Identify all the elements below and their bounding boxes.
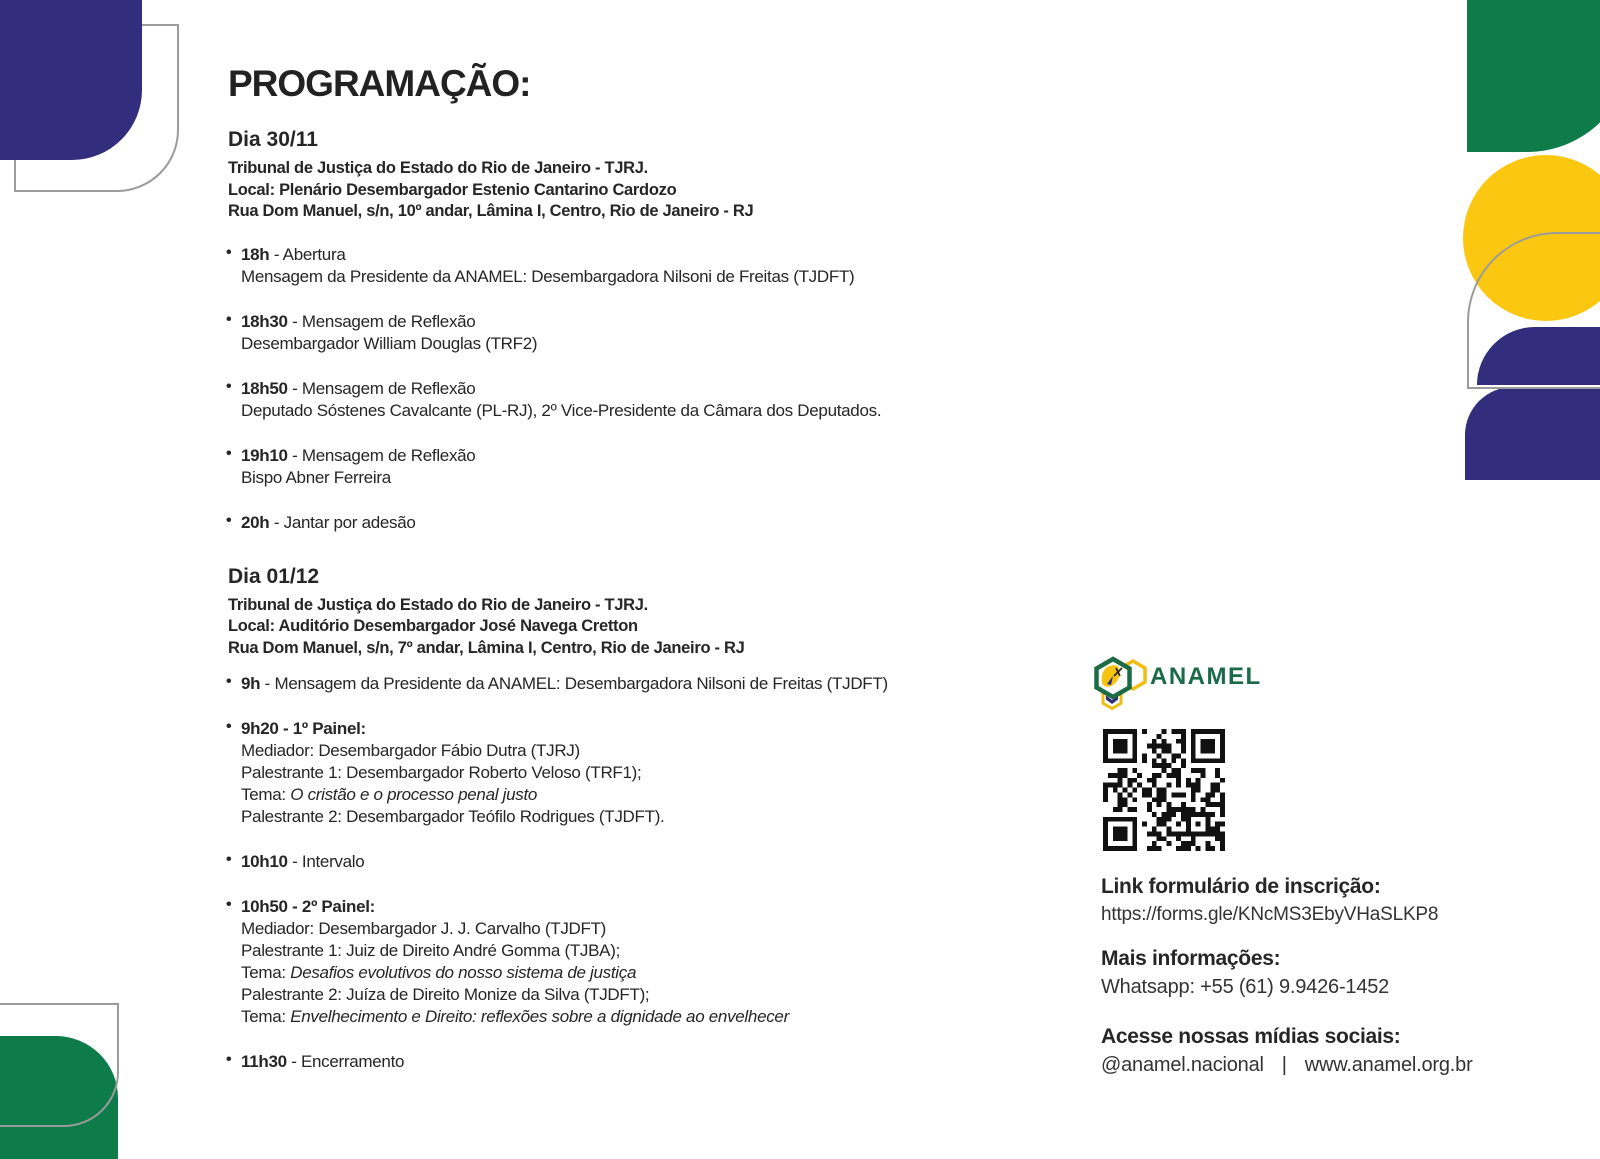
- item-lead: 9h20 - 1º Painel:: [241, 719, 366, 738]
- item-lead: 10h50 - 2º Painel:: [241, 897, 376, 916]
- item-detail-line: Palestrante 1: Juiz de Direito André Gomma (TJBA);: [241, 941, 620, 960]
- day-section-1: [228, 128, 1038, 534]
- venue-line: Local: Plenário Desembargador Estenio Cantarino Cardozo: [228, 180, 677, 199]
- item-detail-line: Mediador: Desembargador Fábio Dutra (TJRJ): [241, 741, 580, 760]
- item-lead: 18h - Abertura: [241, 244, 346, 264]
- day-section-2: [228, 565, 1038, 1074]
- schedule-item: [228, 673, 1038, 695]
- schedule-item: [228, 1051, 1038, 1073]
- venue-line: Local: Auditório Desembargador José Navega Cretton: [228, 617, 638, 635]
- bullet-icon: •: [226, 310, 232, 328]
- venue-line: Rua Dom Manuel, s/n, 10º andar, Lâmina I, Centro, Rio de Janeiro - RJ: [228, 202, 754, 220]
- bullet-icon: •: [226, 444, 232, 462]
- venue-line: Tribunal de Justiça do Estado do Rio de Janeiro - TJRJ.: [228, 595, 648, 614]
- item-detail-line: Mediador: Desembargador J. J. Carvalho (TJDFT): [241, 919, 607, 938]
- schedule-item: [228, 378, 1038, 422]
- top-right-green-shape: [1467, 0, 1600, 152]
- registration-block: [1101, 874, 1581, 927]
- item-detail-line: Palestrante 1: Desembargador Roberto Veloso (TRF1);: [241, 763, 642, 782]
- day-heading: Dia 30/11: [228, 128, 318, 151]
- item-detail-line: Palestrante 2: Juíza de Direito Monize da Silva (TJDFT);: [241, 985, 650, 1004]
- bullet-icon: •: [226, 718, 232, 735]
- venue-line: Tribunal de Justiça do Estado do Rio de Janeiro - TJRJ.: [228, 159, 648, 177]
- item-lead: 9h - Mensagem da Presidente da ANAMEL: Desembargadora Nilsoni de Freitas (TJDFT): [241, 674, 888, 693]
- schedule-item: [228, 445, 1038, 489]
- bullet-icon: •: [226, 896, 232, 913]
- bullet-icon: •: [226, 673, 232, 690]
- program-column: [228, 62, 1038, 1073]
- social-media-heading: Acesse nossas mídias sociais:: [1101, 1025, 1401, 1048]
- schedule-list: [228, 673, 1038, 1073]
- item-lead: 10h10 - Intervalo: [241, 852, 365, 871]
- item-detail-line: Tema: Envelhecimento e Direito: reflexões sobre a dignidade ao envelhecer: [241, 1007, 789, 1026]
- schedule-item: [228, 512, 1038, 534]
- item-detail-line: Palestrante 2: Desembargador Teófilo Rodrigues (TJDFT).: [241, 807, 665, 826]
- top-left-navy-shape: [0, 0, 142, 160]
- bullet-icon: •: [226, 511, 232, 529]
- item-lead: 18h50 - Mensagem de Reflexão: [241, 378, 476, 398]
- registration-heading: Link formulário de inscrição:: [1101, 875, 1381, 898]
- schedule-item: [228, 718, 1038, 828]
- schedule-item: [228, 896, 1038, 1028]
- schedule-item: [228, 311, 1038, 355]
- item-lead: 19h10 - Mensagem de Reflexão: [241, 445, 476, 465]
- qr-code-canvas: [1103, 729, 1225, 851]
- venue-line: Rua Dom Manuel, s/n, 7º andar, Lâmina I, Centro, Rio de Janeiro - RJ: [228, 638, 745, 657]
- schedule-item: [228, 851, 1038, 873]
- social-handle: @anamel.nacional: [1101, 1054, 1264, 1076]
- bullet-icon: •: [226, 1051, 232, 1068]
- item-detail-line: Tema: O cristão e o processo penal justo: [241, 785, 538, 804]
- more-info-block: [1101, 946, 1581, 999]
- qr-code: [1103, 729, 1225, 851]
- item-lead: 18h30 - Mensagem de Reflexão: [241, 311, 476, 331]
- days: [228, 128, 1038, 1073]
- item-detail-line: Deputado Sóstenes Cavalcante (PL-RJ), 2º Vice-Presidente da Câmara dos Deputados.: [241, 400, 882, 420]
- item-detail-line: Bispo Abner Ferreira: [241, 467, 391, 487]
- registration-link: https://forms.gle/KNcMS3EbyVHaSLKP8: [1101, 904, 1439, 925]
- anamel-logo-text: ANAMEL: [1150, 663, 1262, 690]
- bullet-icon: •: [226, 243, 232, 261]
- item-detail-line: Tema: Desafios evolutivos do nosso sistema de justiça: [241, 963, 637, 982]
- social-media-block: [1101, 1024, 1581, 1077]
- whatsapp-number: Whatsapp: +55 (61) 9.9426-1452: [1101, 976, 1390, 998]
- venue-block: [228, 158, 1038, 223]
- venue-block: [228, 595, 1038, 660]
- schedule-list: [228, 244, 1038, 534]
- bullet-icon: •: [226, 851, 232, 868]
- separator-pipe: |: [1281, 1054, 1287, 1076]
- item-detail-line: Desembargador William Douglas (TRF2): [241, 333, 538, 353]
- day-heading: Dia 01/12: [228, 564, 320, 588]
- more-info-heading: Mais informações:: [1101, 947, 1281, 970]
- anamel-logo: [1093, 650, 1323, 712]
- bullet-icon: •: [226, 377, 232, 395]
- website-url: www.anamel.org.br: [1304, 1054, 1473, 1076]
- item-detail-line: Mensagem da Presidente da ANAMEL: Desembargadora Nilsoni de Freitas (TJDFT): [241, 266, 855, 286]
- page-title: PROGRAMAÇÃO:: [228, 63, 531, 104]
- item-lead: 20h - Jantar por adesão: [241, 512, 416, 532]
- top-right-navy-block: [1465, 387, 1600, 480]
- bottom-left-outline-shape: [0, 1003, 119, 1127]
- anamel-logo-mark: [1097, 659, 1146, 709]
- schedule-item: [228, 244, 1038, 288]
- item-lead: 11h30 - Encerramento: [241, 1052, 405, 1071]
